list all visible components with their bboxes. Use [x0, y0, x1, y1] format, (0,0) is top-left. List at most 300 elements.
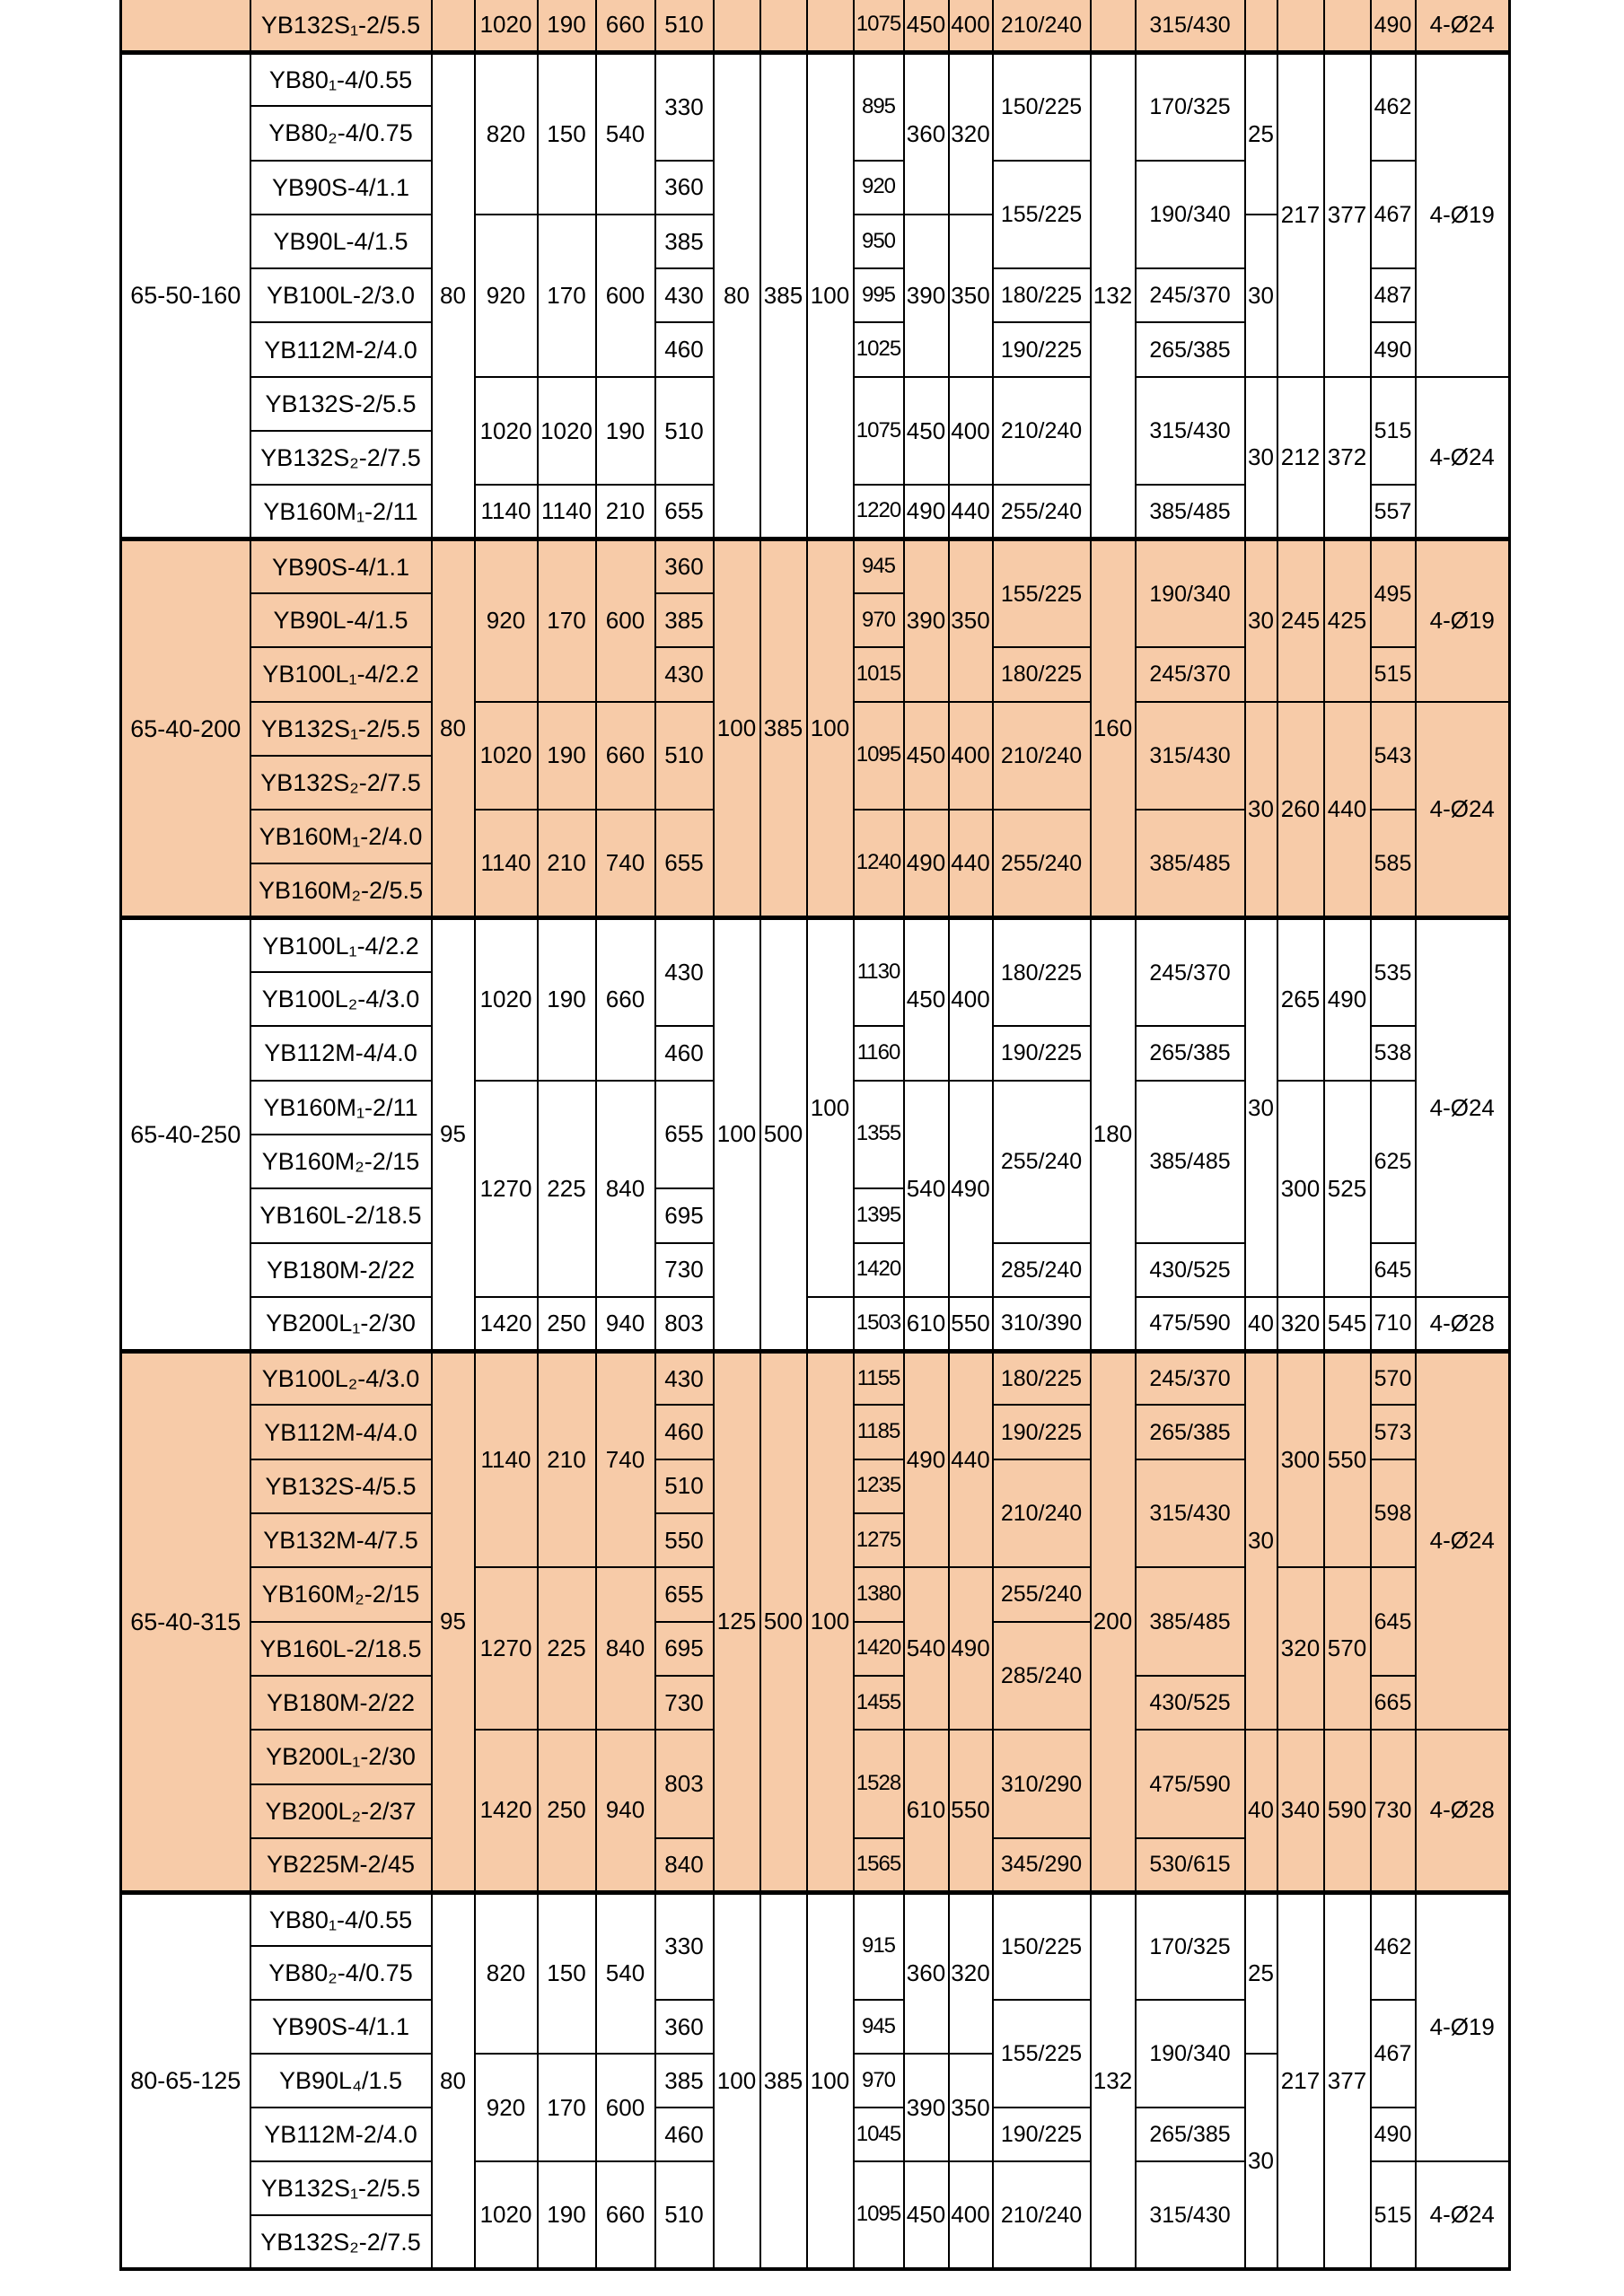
data-cell: 210 — [596, 485, 655, 539]
data-cell: 430 — [655, 1351, 714, 1405]
data-cell: 310/290 — [993, 1730, 1091, 1838]
spec-table-body — [121, 0, 1510, 2269]
data-cell: 285/240 — [993, 1243, 1091, 1297]
data-cell: 400 — [949, 918, 993, 1081]
data-cell: 840 — [655, 1838, 714, 1892]
data-cell: 25 — [1245, 52, 1277, 215]
data-cell: 920 — [475, 2054, 538, 2161]
data-cell: 1160 — [854, 1026, 904, 1080]
data-cell: 510 — [655, 1459, 714, 1513]
data-cell: 385 — [760, 539, 807, 918]
data-cell: 210/240 — [993, 1459, 1091, 1568]
data-cell: 385 — [655, 593, 714, 647]
data-cell: 610 — [904, 1297, 949, 1351]
model-cell: YB160M₂-2/15 — [250, 1567, 432, 1621]
data-cell: 535 — [1371, 918, 1416, 1027]
data-cell: 245/370 — [1136, 1351, 1245, 1405]
data-cell: 210 — [538, 1351, 596, 1567]
data-cell: 495 — [1371, 539, 1416, 648]
data-cell: 80 — [714, 52, 760, 539]
data-cell: 210/240 — [993, 0, 1091, 52]
data-cell: 310/390 — [993, 1297, 1091, 1351]
data-cell: 4-Ø19 — [1416, 539, 1510, 702]
data-cell: 360 — [655, 161, 714, 215]
model-cell: YB160L-2/18.5 — [250, 1188, 432, 1242]
data-cell: 510 — [655, 377, 714, 486]
model-cell: YB160L-2/18.5 — [250, 1622, 432, 1676]
data-cell: 180 — [1091, 918, 1136, 1351]
data-cell: 377 — [1324, 1892, 1371, 2269]
data-cell: 315/430 — [1136, 702, 1245, 811]
data-cell: 210/240 — [993, 377, 1091, 486]
data-cell: 1565 — [854, 1838, 904, 1892]
data-cell: 155/225 — [993, 539, 1091, 648]
data-cell: 155/225 — [993, 2000, 1091, 2108]
data-cell: 920 — [475, 215, 538, 377]
data-cell: 190/340 — [1136, 161, 1245, 269]
data-cell: 300 — [1277, 1351, 1324, 1567]
data-cell: 170 — [538, 2054, 596, 2161]
model-cell: YB100L₂-4/3.0 — [250, 1351, 432, 1405]
data-cell: 940 — [596, 1297, 655, 1351]
model-cell: YB90L₄/1.5 — [250, 2054, 432, 2108]
data-cell: 250 — [538, 1297, 596, 1351]
data-cell: 95 — [432, 1351, 475, 1892]
data-cell: 600 — [596, 539, 655, 702]
data-cell: 1185 — [854, 1405, 904, 1459]
data-cell: 1095 — [854, 2161, 904, 2269]
data-cell: 150 — [538, 1892, 596, 2054]
model-cell: YB200L₂-2/37 — [250, 1784, 432, 1838]
data-cell: 100 — [714, 918, 760, 1351]
data-cell: 320 — [949, 1892, 993, 2054]
data-cell: 665 — [1371, 1676, 1416, 1730]
model-cell: YB132S₂-2/7.5 — [250, 2215, 432, 2269]
data-cell: 1045 — [854, 2108, 904, 2161]
data-cell: 400 — [949, 2161, 993, 2269]
data-cell: 995 — [854, 268, 904, 322]
data-cell: 1020 — [475, 702, 538, 811]
data-cell: 467 — [1371, 161, 1416, 269]
model-cell: YB132S-4/5.5 — [250, 1459, 432, 1513]
data-cell: 400 — [949, 377, 993, 486]
model-cell: YB160M₁-2/11 — [250, 1081, 432, 1135]
data-cell — [1091, 0, 1136, 52]
model-cell: YB200L₁-2/30 — [250, 1730, 432, 1783]
data-cell: 190 — [538, 2161, 596, 2269]
data-cell: 4-Ø24 — [1416, 0, 1510, 52]
data-cell: 245/370 — [1136, 268, 1245, 322]
model-cell: YB160M₂-2/5.5 — [250, 863, 432, 917]
data-cell: 315/430 — [1136, 0, 1245, 52]
data-cell: 190/225 — [993, 2108, 1091, 2161]
data-cell: 920 — [475, 539, 538, 702]
data-cell: 740 — [596, 810, 655, 918]
data-cell: 803 — [655, 1297, 714, 1351]
group-label: 65-40-250 — [121, 918, 250, 1351]
data-cell: 155/225 — [993, 161, 1091, 269]
model-cell: YB132S₁-2/5.5 — [250, 702, 432, 756]
data-cell: 190 — [538, 702, 596, 811]
data-cell: 400 — [949, 702, 993, 811]
data-cell: 450 — [904, 377, 949, 486]
data-cell: 915 — [854, 1892, 904, 2000]
data-cell: 570 — [1324, 1567, 1371, 1730]
data-cell: 540 — [904, 1567, 949, 1730]
data-cell: 557 — [1371, 485, 1416, 539]
data-cell: 655 — [655, 485, 714, 539]
data-cell: 4-Ø24 — [1416, 377, 1510, 539]
data-cell: 430 — [655, 918, 714, 1027]
data-cell: 1420 — [854, 1622, 904, 1676]
data-cell: 250 — [538, 1730, 596, 1892]
model-cell: YB200L₁-2/30 — [250, 1297, 432, 1351]
data-cell: 170/325 — [1136, 52, 1245, 161]
data-cell: 4-Ø24 — [1416, 918, 1510, 1297]
data-cell: 645 — [1371, 1243, 1416, 1297]
data-cell: 695 — [655, 1188, 714, 1242]
data-cell: 655 — [655, 1567, 714, 1621]
data-cell: 330 — [655, 1892, 714, 2000]
data-cell: 460 — [655, 322, 714, 376]
data-cell: 265/385 — [1136, 322, 1245, 376]
data-cell: 540 — [596, 52, 655, 215]
data-cell: 190/225 — [993, 1026, 1091, 1080]
data-cell: 30 — [1245, 215, 1277, 377]
data-cell: 255/240 — [993, 1081, 1091, 1243]
data-cell: 1095 — [854, 702, 904, 811]
data-cell: 180/225 — [993, 647, 1091, 701]
data-cell: 217 — [1277, 52, 1324, 377]
data-cell: 970 — [854, 593, 904, 647]
data-cell — [714, 0, 760, 52]
data-cell: 450 — [904, 918, 949, 1081]
data-cell: 1275 — [854, 1513, 904, 1567]
model-cell: YB90L-4/1.5 — [250, 215, 432, 268]
data-cell: 490 — [1324, 918, 1371, 1081]
data-cell: 730 — [655, 1676, 714, 1730]
group-label: 65-40-200 — [121, 539, 250, 918]
data-cell — [1277, 0, 1324, 52]
model-cell: YB100L₁-4/2.2 — [250, 918, 432, 972]
model-cell: YB132S₂-2/7.5 — [250, 756, 432, 810]
data-cell — [807, 0, 854, 52]
data-cell: 390 — [904, 539, 949, 702]
data-cell: 1355 — [854, 1081, 904, 1189]
data-cell: 100 — [807, 52, 854, 539]
data-cell: 515 — [1371, 2161, 1416, 2269]
data-cell: 132 — [1091, 52, 1136, 539]
data-cell: 895 — [854, 52, 904, 161]
data-cell: 385/485 — [1136, 485, 1245, 539]
data-cell: 425 — [1324, 539, 1371, 702]
data-cell: 490 — [949, 1567, 993, 1730]
data-cell: 4-Ø24 — [1416, 2161, 1510, 2269]
data-cell: 100 — [807, 539, 854, 918]
data-cell: 210 — [538, 810, 596, 918]
data-cell: 660 — [596, 702, 655, 811]
data-cell: 320 — [1277, 1567, 1324, 1730]
data-cell: 360 — [655, 539, 714, 593]
data-cell: 490 — [1371, 322, 1416, 376]
data-cell: 1270 — [475, 1081, 538, 1297]
data-cell: 217 — [1277, 1892, 1324, 2269]
data-cell: 80 — [432, 539, 475, 918]
data-cell: 550 — [949, 1730, 993, 1892]
group-label — [121, 0, 250, 52]
data-cell: 525 — [1324, 1081, 1371, 1297]
data-cell: 100 — [807, 1892, 854, 2269]
data-cell: 30 — [1245, 2054, 1277, 2269]
model-cell: YB90S-4/1.1 — [250, 539, 432, 593]
data-cell: 210/240 — [993, 2161, 1091, 2269]
data-cell: 245/370 — [1136, 918, 1245, 1027]
data-cell: 600 — [596, 215, 655, 377]
data-cell: 510 — [655, 2161, 714, 2269]
model-cell: YB112M-2/4.0 — [250, 322, 432, 376]
data-cell: 970 — [854, 2054, 904, 2108]
data-cell: 315/430 — [1136, 2161, 1245, 2269]
data-cell: 645 — [1371, 1567, 1416, 1676]
data-cell: 598 — [1371, 1459, 1416, 1568]
data-cell: 440 — [949, 810, 993, 918]
model-cell: YB132M-4/7.5 — [250, 1513, 432, 1567]
data-cell: 462 — [1371, 52, 1416, 161]
data-cell: 1380 — [854, 1567, 904, 1621]
data-cell: 150 — [538, 52, 596, 215]
data-cell: 430/525 — [1136, 1676, 1245, 1730]
data-cell: 460 — [655, 1405, 714, 1459]
data-cell — [432, 0, 475, 52]
model-cell: YB112M-2/4.0 — [250, 2108, 432, 2161]
data-cell: 30 — [1245, 702, 1277, 918]
data-cell: 170 — [538, 215, 596, 377]
data-cell: 320 — [1277, 1297, 1324, 1351]
data-cell: 1220 — [854, 485, 904, 539]
data-cell: 710 — [1371, 1297, 1416, 1351]
model-cell: YB100L₂-4/3.0 — [250, 972, 432, 1026]
data-cell: 490 — [904, 810, 949, 918]
model-cell: YB132S₁-2/5.5 — [250, 0, 432, 52]
data-cell: 450 — [904, 0, 949, 52]
model-cell: YB90S-4/1.1 — [250, 161, 432, 215]
model-cell: YB80₂-4/0.75 — [250, 1946, 432, 2000]
data-cell: 372 — [1324, 377, 1371, 539]
data-cell: 510 — [655, 702, 714, 811]
model-cell: YB112M-4/4.0 — [250, 1026, 432, 1080]
data-cell: 540 — [596, 1892, 655, 2054]
data-cell: 585 — [1371, 810, 1416, 918]
model-cell: YB90S-4/1.1 — [250, 2000, 432, 2054]
data-cell: 820 — [475, 1892, 538, 2054]
data-cell: 803 — [655, 1730, 714, 1838]
data-cell: 300 — [1277, 1081, 1324, 1297]
data-cell: 150/225 — [993, 1892, 1091, 2000]
data-cell: 945 — [854, 2000, 904, 2054]
data-cell: 1020 — [475, 918, 538, 1081]
data-cell: 200 — [1091, 1351, 1136, 1892]
data-cell: 545 — [1324, 1297, 1371, 1351]
data-cell: 490 — [904, 1351, 949, 1567]
data-cell: 385/485 — [1136, 810, 1245, 918]
data-cell: 655 — [655, 1081, 714, 1189]
data-cell: 100 — [714, 539, 760, 918]
data-cell: 550 — [1324, 1351, 1371, 1567]
data-cell: 100 — [807, 918, 854, 1297]
data-cell: 245/370 — [1136, 647, 1245, 701]
data-cell: 340 — [1277, 1730, 1324, 1892]
data-cell: 1420 — [854, 1243, 904, 1297]
data-cell: 573 — [1371, 1405, 1416, 1459]
data-cell: 225 — [538, 1567, 596, 1730]
data-cell: 475/590 — [1136, 1730, 1245, 1838]
data-cell: 730 — [1371, 1730, 1416, 1892]
data-cell: 30 — [1245, 377, 1277, 539]
data-cell: 1140 — [538, 485, 596, 539]
data-cell: 350 — [949, 215, 993, 377]
data-cell: 1140 — [475, 485, 538, 539]
data-cell: 95 — [432, 918, 475, 1351]
data-cell: 100 — [714, 1892, 760, 2269]
data-cell: 245 — [1277, 539, 1324, 702]
model-cell: YB100L₁-4/2.2 — [250, 647, 432, 701]
data-cell: 30 — [1245, 1351, 1277, 1730]
spec-table — [119, 0, 1511, 2271]
data-cell: 440 — [949, 485, 993, 539]
data-cell: 1503 — [854, 1297, 904, 1351]
data-cell: 430 — [655, 647, 714, 701]
data-cell: 490 — [949, 1081, 993, 1297]
data-cell: 265 — [1277, 918, 1324, 1081]
data-cell: 460 — [655, 2108, 714, 2161]
data-cell: 210/240 — [993, 702, 1091, 811]
model-cell: YB80₁-4/0.55 — [250, 1892, 432, 1946]
data-cell: 4-Ø24 — [1416, 702, 1510, 918]
data-cell — [807, 1297, 854, 1351]
data-cell: 40 — [1245, 1297, 1277, 1351]
data-cell: 538 — [1371, 1026, 1416, 1080]
data-cell: 25 — [1245, 1892, 1277, 2054]
data-cell: 265/385 — [1136, 1405, 1245, 1459]
data-cell: 385/485 — [1136, 1081, 1245, 1243]
data-cell: 1420 — [475, 1730, 538, 1892]
data-cell: 660 — [596, 0, 655, 52]
data-cell: 1395 — [854, 1188, 904, 1242]
data-cell: 385 — [760, 52, 807, 539]
data-cell: 543 — [1371, 702, 1416, 811]
data-cell: 360 — [904, 1892, 949, 2054]
data-cell: 190/340 — [1136, 2000, 1245, 2108]
data-cell: 4-Ø19 — [1416, 1892, 1510, 2161]
data-cell: 30 — [1245, 539, 1277, 702]
model-cell: YB225M-2/45 — [250, 1838, 432, 1892]
data-cell: 460 — [655, 1026, 714, 1080]
data-cell: 1025 — [854, 322, 904, 376]
data-cell: 255/240 — [993, 1567, 1091, 1621]
group-label: 65-40-315 — [121, 1351, 250, 1892]
data-cell: 487 — [1371, 268, 1416, 322]
data-cell: 660 — [596, 918, 655, 1081]
data-cell: 265/385 — [1136, 1026, 1245, 1080]
data-cell: 345/290 — [993, 1838, 1091, 1892]
data-cell: 475/590 — [1136, 1297, 1245, 1351]
data-cell: 212 — [1277, 377, 1324, 539]
data-cell: 170/325 — [1136, 1892, 1245, 2000]
data-cell: 467 — [1371, 2000, 1416, 2108]
data-cell: 260 — [1277, 702, 1324, 918]
data-cell: 100 — [807, 1351, 854, 1892]
data-cell: 360 — [904, 52, 949, 215]
data-cell: 180/225 — [993, 918, 1091, 1027]
data-cell: 940 — [596, 1730, 655, 1892]
data-cell: 4-Ø24 — [1416, 1351, 1510, 1730]
data-cell — [760, 0, 807, 52]
data-cell: 540 — [904, 1081, 949, 1297]
data-cell: 1130 — [854, 918, 904, 1027]
model-cell: YB180M-2/22 — [250, 1676, 432, 1730]
model-cell: YB80₁-4/0.55 — [250, 52, 432, 106]
data-cell: 385/485 — [1136, 1567, 1245, 1676]
data-cell: 840 — [596, 1081, 655, 1297]
data-cell: 160 — [1091, 539, 1136, 918]
data-cell: 515 — [1371, 377, 1416, 486]
data-cell: 550 — [949, 1297, 993, 1351]
data-cell: 170 — [538, 539, 596, 702]
data-cell: 4-Ø28 — [1416, 1297, 1510, 1351]
data-cell: 190/340 — [1136, 539, 1245, 648]
data-cell: 530/615 — [1136, 1838, 1245, 1892]
data-cell: 180/225 — [993, 268, 1091, 322]
data-cell: 920 — [854, 161, 904, 215]
data-cell: 4-Ø28 — [1416, 1730, 1510, 1892]
data-cell: 625 — [1371, 1081, 1416, 1243]
model-cell: YB132S₂-2/7.5 — [250, 431, 432, 485]
data-cell: 385 — [655, 2054, 714, 2108]
data-cell: 490 — [1371, 0, 1416, 52]
data-cell: 190 — [538, 0, 596, 52]
data-cell: 360 — [655, 2000, 714, 2054]
data-cell: 150/225 — [993, 52, 1091, 161]
data-cell: 390 — [904, 215, 949, 377]
data-cell: 550 — [655, 1513, 714, 1567]
data-cell: 730 — [655, 1243, 714, 1297]
data-cell: 1015 — [854, 647, 904, 701]
data-cell: 570 — [1371, 1351, 1416, 1405]
data-cell: 1420 — [475, 1297, 538, 1351]
data-cell: 30 — [1245, 918, 1277, 1297]
data-cell: 1455 — [854, 1676, 904, 1730]
data-cell: 190/225 — [993, 1405, 1091, 1459]
data-cell: 265/385 — [1136, 2108, 1245, 2161]
model-cell: YB132S-2/5.5 — [250, 377, 432, 431]
data-cell: 1020 — [538, 377, 596, 486]
model-cell: YB100L-2/3.0 — [250, 268, 432, 322]
data-cell — [1245, 0, 1277, 52]
data-cell: 255/240 — [993, 810, 1091, 918]
data-cell: 80 — [432, 1892, 475, 2269]
data-cell: 1240 — [854, 810, 904, 918]
data-cell: 950 — [854, 215, 904, 268]
data-cell: 390 — [904, 2054, 949, 2161]
group-label: 65-50-160 — [121, 52, 250, 539]
data-cell: 590 — [1324, 1730, 1371, 1892]
data-cell: 350 — [949, 2054, 993, 2161]
data-cell: 655 — [655, 810, 714, 918]
data-cell: 462 — [1371, 1892, 1416, 2000]
data-cell: 4-Ø19 — [1416, 52, 1510, 377]
data-cell: 400 — [949, 0, 993, 52]
data-cell: 40 — [1245, 1730, 1277, 1892]
